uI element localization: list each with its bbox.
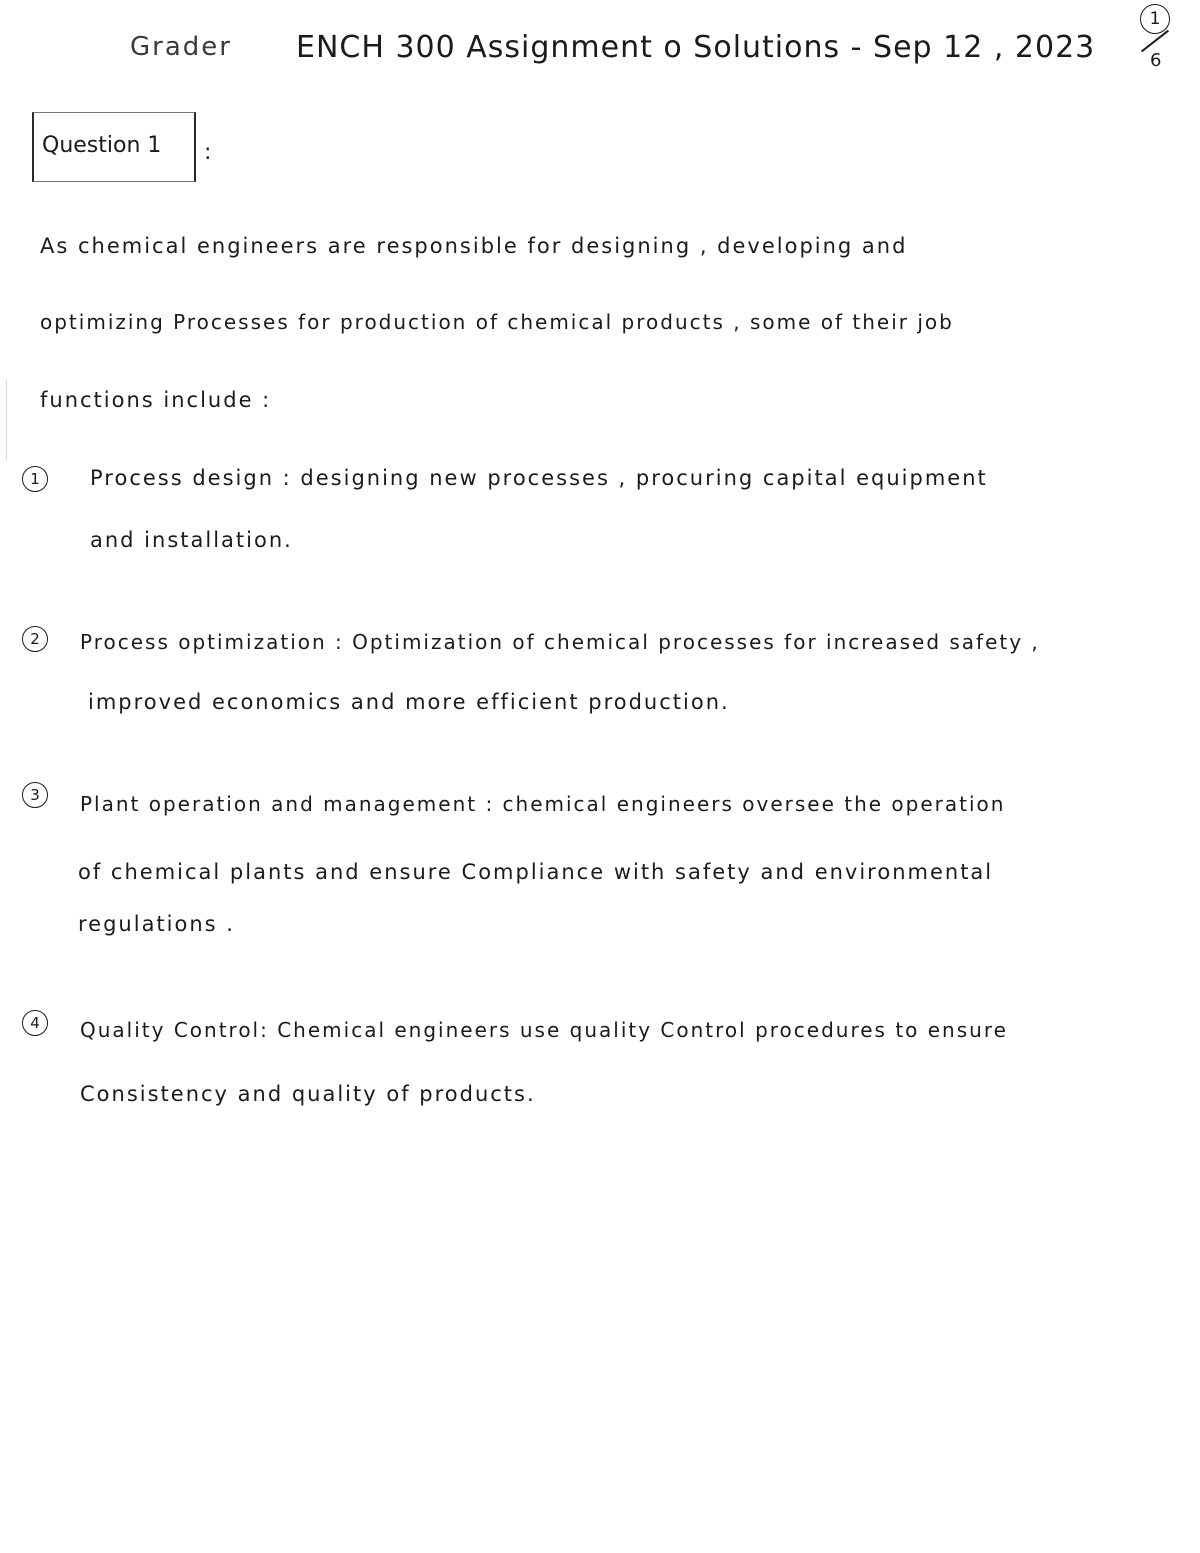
item-4-line-1: Quality Control: Chemical engineers use quality Control procedures to ensure	[80, 1018, 1008, 1042]
question-label-box	[32, 112, 196, 182]
question-colon: :	[204, 140, 212, 165]
item-4-line-2: Consistency and quality of products.	[80, 1082, 536, 1106]
item-number-2: 2	[22, 626, 48, 652]
item-number-3: 3	[22, 782, 48, 808]
page-header-title: ENCH 300 Assignment o Solutions - Sep 12 , 2023	[296, 30, 1096, 65]
item-2-line-1: Process optimization : Optimization of chemical processes for increased safety ,	[80, 630, 1040, 654]
page-number-indicator	[1136, 4, 1174, 84]
intro-line-2: optimizing Processes for production of chemical products , some of their job	[40, 310, 954, 334]
item-1-line-2: and installation.	[90, 528, 293, 552]
item-1-line-1: Process design : designing new processes , procuring capital equipment	[90, 466, 988, 490]
intro-line-3: functions include :	[40, 388, 272, 412]
page-current-number: 1	[1140, 4, 1170, 34]
intro-line-1: As chemical engineers are responsible for designing , developing and	[40, 234, 908, 258]
grader-label: Grader	[130, 32, 232, 62]
scan-margin-artifact	[6, 380, 7, 460]
item-2-line-2: improved economics and more efficient production.	[88, 690, 730, 714]
item-3-line-1: Plant operation and management : chemical engineers oversee the operation	[80, 792, 1006, 816]
item-number-1: 1	[22, 466, 48, 492]
item-3-line-2: of chemical plants and ensure Compliance with safety and environmental	[78, 860, 994, 884]
question-label: Question 1	[42, 133, 162, 158]
item-3-line-3: regulations .	[78, 912, 235, 936]
item-number-4: 4	[22, 1010, 48, 1036]
page-total-number: 6	[1150, 50, 1162, 71]
